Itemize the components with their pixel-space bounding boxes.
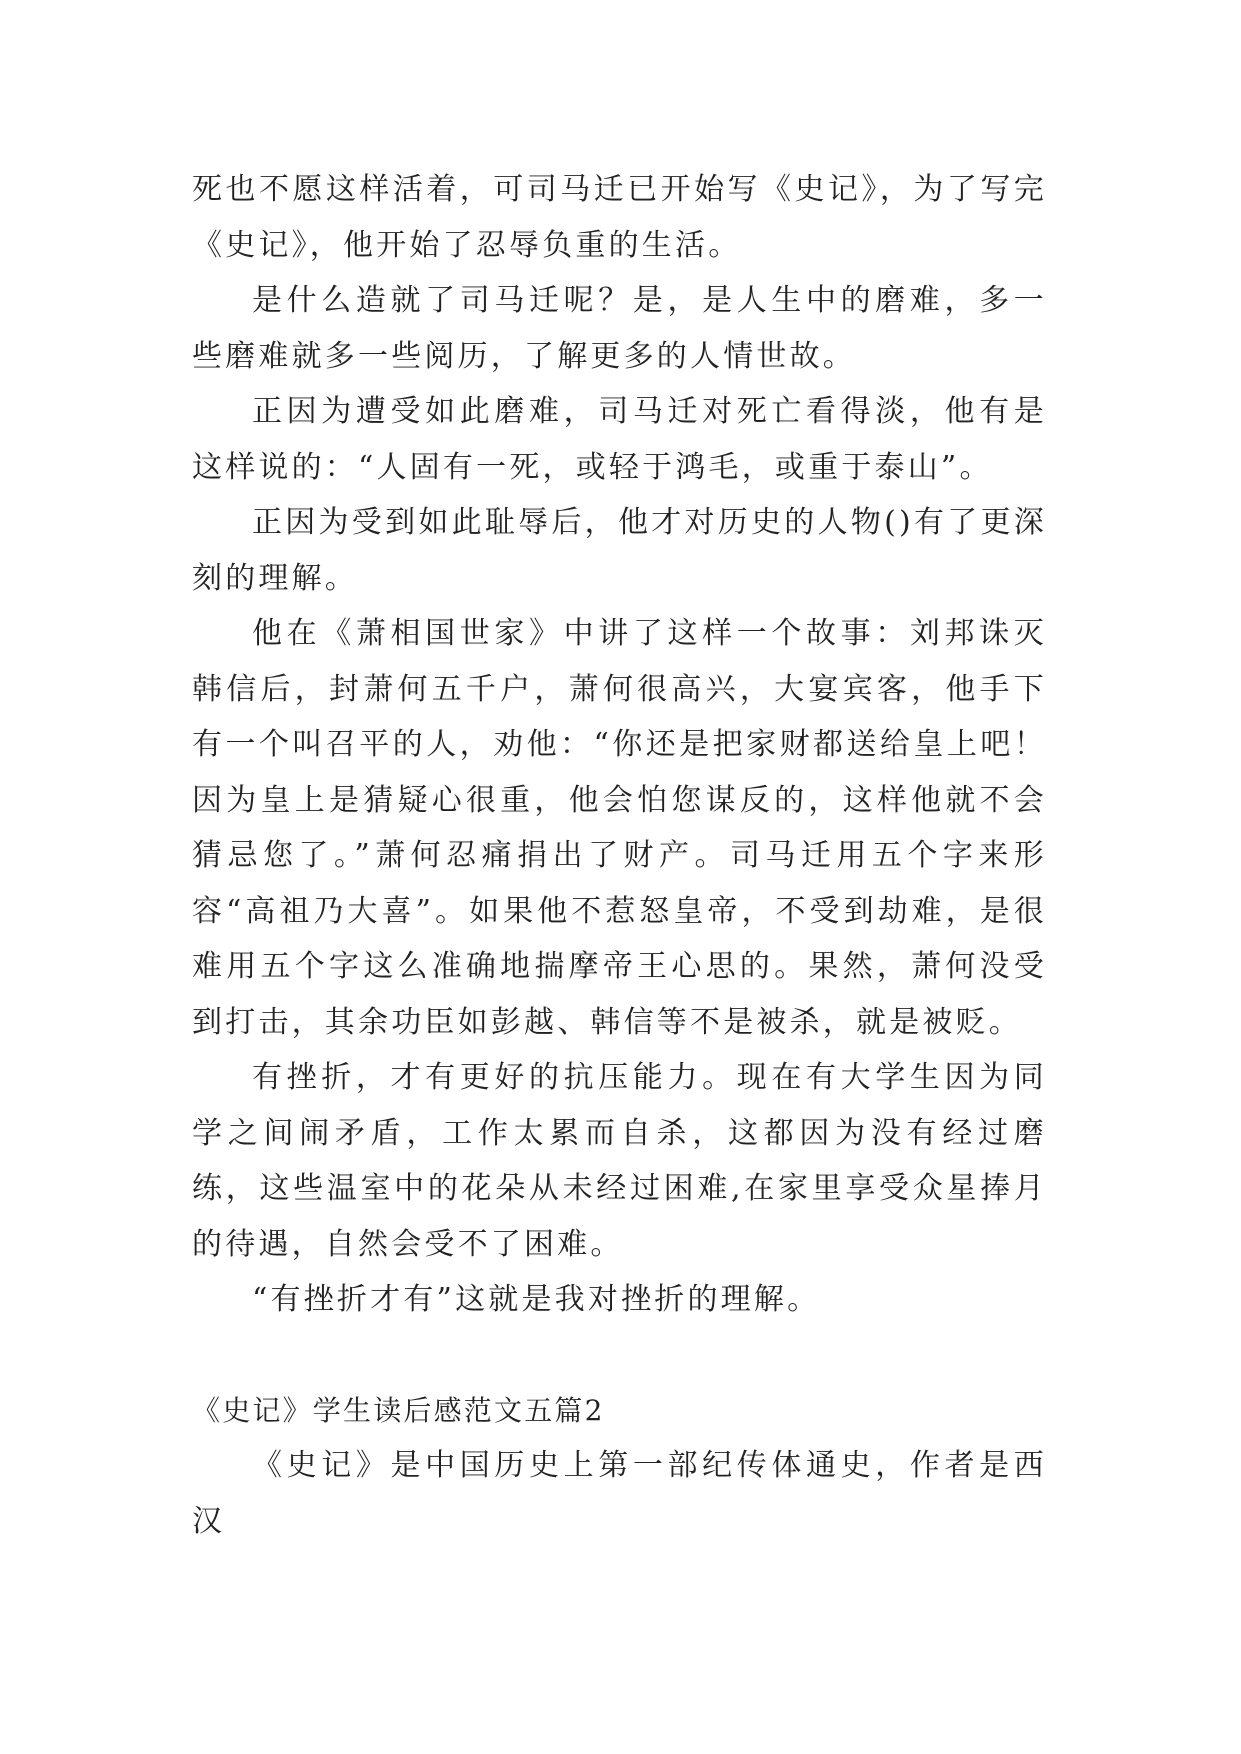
paragraph: 他在《萧相国世家》中讲了这样一个故事：刘邦诛灭韩信后，封萧何五千户，萧何很高兴，大宴宾客，他手下有一个叫召平的人，劝他：“你还是把家财都送给皇上吧！因为皇上是猜疑心很重，他会怕您谋反的，这样他就不会猜忌您了。”萧何忍痛捐出了财产。司马迁用五个字来形容“高祖乃大喜”。如果他不惹怒皇帝，不受到劫难，是很难用五个字这么准确地揣摩帝王心思的。果然，萧何没受到打击，其余功臣如彭越、韩信等不是被杀，就是被贬。 xyxy=(192,616,1047,1040)
paragraph: 有挫折，才有更好的抗压能力。现在有大学生因为同学之间闹矛盾，工作太累而自杀，这都因为没有经过磨练，这些温室中的花朵从未经过困难,在家里享受众星捧月的待遇，自然会受不了困难。 xyxy=(192,1060,1047,1262)
paragraph: 死也不愿这样活着，可司马迁已开始写《史记》，为了写完《史记》，他开始了忍辱负重的生活。 xyxy=(192,172,1047,263)
paragraph: 《史记》是中国历史上第一部纪传体通史，作者是西汉 xyxy=(192,1448,1047,1539)
paragraph: 正因为遭受如此磨难，司马迁对死亡看得淡，他有是这样说的：“人固有一死，或轻于鸿毛，或重于泰山”。 xyxy=(192,394,1047,485)
document-body xyxy=(192,162,1047,1549)
paragraph: 是什么造就了司马迁呢？是，是人生中的磨难，多一些磨难就多一些阅历，了解更多的人情世故。 xyxy=(192,283,1047,374)
section-heading: 《史记》学生读后感范文五篇2 xyxy=(192,1393,605,1427)
section-spacer xyxy=(192,1328,1047,1383)
paragraph: “有挫折才有”这就是我对挫折的理解。 xyxy=(252,1282,821,1317)
paragraph: 正因为受到如此耻辱后，他才对历史的人物()有了更深刻的理解。 xyxy=(192,505,1047,596)
